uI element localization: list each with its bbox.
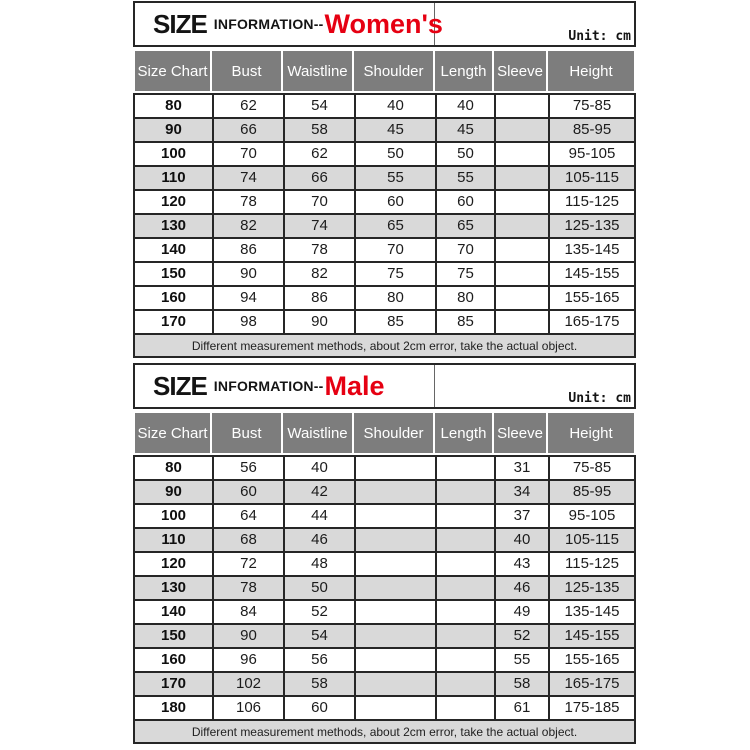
table-row bbox=[135, 551, 634, 575]
unit-label: Unit: cm bbox=[568, 391, 631, 406]
cell-sleeve: 55 bbox=[494, 649, 548, 671]
cell-size-chart: 130 bbox=[160, 217, 187, 234]
cell-waistline: 48 bbox=[283, 553, 354, 575]
table-title-unit-cell bbox=[435, 365, 634, 407]
cell-bust: 96 bbox=[212, 649, 283, 671]
cell-bust: 90 bbox=[212, 625, 283, 647]
cell-waistline: 40 bbox=[283, 457, 354, 479]
cell-bust: 56 bbox=[212, 457, 283, 479]
cell-height: 165-175 bbox=[548, 311, 634, 333]
cell-length: 60 bbox=[435, 191, 494, 213]
cell-sleeve bbox=[494, 143, 548, 165]
cell-bust: 86 bbox=[212, 239, 283, 261]
header-cell-waistline: Waistline bbox=[283, 413, 354, 453]
cell-waistline: 90 bbox=[283, 311, 354, 333]
table-row bbox=[135, 141, 634, 165]
cell-waistline: 58 bbox=[283, 119, 354, 141]
cell-length: 85 bbox=[435, 311, 494, 333]
table-title-info: INFORMATION-- bbox=[213, 16, 324, 32]
cell-shoulder bbox=[354, 481, 435, 503]
table-title-row bbox=[133, 1, 636, 47]
cell-shoulder bbox=[354, 649, 435, 671]
cell-waistline: 86 bbox=[283, 287, 354, 309]
cell-height: 155-165 bbox=[548, 649, 634, 671]
cell-size-chart: 120 bbox=[160, 193, 187, 210]
cell-sleeve bbox=[494, 263, 548, 285]
table-row bbox=[135, 527, 634, 551]
cell-bust: 68 bbox=[212, 529, 283, 551]
header-cell-length: Length bbox=[435, 413, 494, 453]
cell-waistline: 46 bbox=[283, 529, 354, 551]
cell-shoulder bbox=[354, 673, 435, 695]
cell-height: 125-135 bbox=[548, 215, 634, 237]
cell-height: 145-155 bbox=[548, 263, 634, 285]
header-cell-height: Height bbox=[548, 51, 634, 91]
cell-shoulder bbox=[354, 529, 435, 551]
cell-sleeve bbox=[494, 191, 548, 213]
cell-length bbox=[435, 553, 494, 575]
footer-note: Different measurement methods, about 2cm error, take the actual object. bbox=[133, 335, 636, 358]
cell-bust: 94 bbox=[212, 287, 283, 309]
table-title-size: SIZE bbox=[153, 370, 207, 401]
table-row bbox=[135, 623, 634, 647]
table-row bbox=[135, 165, 634, 189]
table-body bbox=[133, 93, 636, 335]
cell-height: 135-145 bbox=[548, 601, 634, 623]
header-cell-sleeve: Sleeve bbox=[494, 51, 548, 91]
header-cell-length: Length bbox=[435, 51, 494, 91]
cell-bust: 72 bbox=[212, 553, 283, 575]
table-header-row bbox=[133, 411, 636, 455]
cell-waistline: 82 bbox=[283, 263, 354, 285]
cell-height: 115-125 bbox=[548, 553, 634, 575]
cell-size-chart: 80 bbox=[165, 459, 182, 476]
cell-sleeve: 58 bbox=[494, 673, 548, 695]
cell-height: 115-125 bbox=[548, 191, 634, 213]
header-cell-shoulder: Shoulder bbox=[354, 51, 435, 91]
cell-waistline: 54 bbox=[283, 95, 354, 117]
cell-bust: 66 bbox=[212, 119, 283, 141]
cell-shoulder: 80 bbox=[354, 287, 435, 309]
table-row bbox=[135, 599, 634, 623]
cell-size-chart: 140 bbox=[160, 241, 187, 258]
cell-size-chart: 170 bbox=[160, 675, 187, 692]
header-cell-size-chart: Size Chart bbox=[135, 51, 212, 91]
cell-height: 75-85 bbox=[548, 457, 634, 479]
cell-height: 105-115 bbox=[548, 167, 634, 189]
cell-bust: 84 bbox=[212, 601, 283, 623]
cell-shoulder: 70 bbox=[354, 239, 435, 261]
cell-sleeve: 61 bbox=[494, 697, 548, 719]
cell-bust: 60 bbox=[212, 481, 283, 503]
cell-bust: 70 bbox=[212, 143, 283, 165]
table-row bbox=[135, 575, 634, 599]
cell-sleeve: 37 bbox=[494, 505, 548, 527]
cell-bust: 90 bbox=[212, 263, 283, 285]
cell-size-chart: 110 bbox=[161, 531, 186, 548]
cell-waistline: 42 bbox=[283, 481, 354, 503]
cell-sleeve: 46 bbox=[494, 577, 548, 599]
cell-size-chart: 160 bbox=[160, 651, 187, 668]
cell-waistline: 78 bbox=[283, 239, 354, 261]
header-cell-size-chart: Size Chart bbox=[135, 413, 212, 453]
cell-shoulder bbox=[354, 553, 435, 575]
cell-size-chart: 130 bbox=[160, 579, 187, 596]
cell-waistline: 58 bbox=[283, 673, 354, 695]
cell-length: 70 bbox=[435, 239, 494, 261]
cell-length: 55 bbox=[435, 167, 494, 189]
cell-size-chart: 160 bbox=[160, 289, 187, 306]
cell-length: 75 bbox=[435, 263, 494, 285]
cell-size-chart: 120 bbox=[160, 555, 187, 572]
table-title-info: INFORMATION-- bbox=[213, 378, 324, 394]
cell-sleeve: 31 bbox=[494, 457, 548, 479]
cell-size-chart: 80 bbox=[165, 97, 182, 114]
cell-waistline: 66 bbox=[283, 167, 354, 189]
cell-length bbox=[435, 529, 494, 551]
table-row bbox=[135, 671, 634, 695]
cell-bust: 102 bbox=[212, 673, 283, 695]
cell-bust: 74 bbox=[212, 167, 283, 189]
unit-label: Unit: cm bbox=[568, 29, 631, 44]
table-title-gender: Women's bbox=[324, 8, 443, 39]
table-row bbox=[135, 309, 634, 333]
cell-waistline: 60 bbox=[283, 697, 354, 719]
table-header-row bbox=[133, 49, 636, 93]
cell-length bbox=[435, 625, 494, 647]
cell-shoulder: 60 bbox=[354, 191, 435, 213]
cell-size-chart: 100 bbox=[160, 145, 187, 162]
header-cell-bust: Bust bbox=[212, 51, 283, 91]
cell-bust: 62 bbox=[212, 95, 283, 117]
cell-length bbox=[435, 577, 494, 599]
cell-length bbox=[435, 505, 494, 527]
table-row bbox=[135, 647, 634, 671]
cell-size-chart: 90 bbox=[165, 483, 182, 500]
cell-size-chart: 140 bbox=[160, 603, 187, 620]
cell-waistline: 56 bbox=[283, 649, 354, 671]
table-row bbox=[135, 95, 634, 117]
cell-size-chart: 180 bbox=[160, 699, 187, 716]
cell-size-chart: 90 bbox=[165, 121, 182, 138]
cell-sleeve bbox=[494, 167, 548, 189]
cell-bust: 98 bbox=[212, 311, 283, 333]
cell-size-chart: 100 bbox=[160, 507, 187, 524]
table-row bbox=[135, 503, 634, 527]
cell-height: 155-165 bbox=[548, 287, 634, 309]
cell-bust: 64 bbox=[212, 505, 283, 527]
cell-waistline: 70 bbox=[283, 191, 354, 213]
header-cell-waistline: Waistline bbox=[283, 51, 354, 91]
cell-shoulder: 50 bbox=[354, 143, 435, 165]
cell-sleeve bbox=[494, 215, 548, 237]
table-row bbox=[135, 285, 634, 309]
cell-length bbox=[435, 481, 494, 503]
cell-height: 135-145 bbox=[548, 239, 634, 261]
table-title-text bbox=[135, 3, 443, 45]
cell-waistline: 44 bbox=[283, 505, 354, 527]
header-cell-shoulder: Shoulder bbox=[354, 413, 435, 453]
cell-shoulder: 55 bbox=[354, 167, 435, 189]
table-title-gender: Male bbox=[324, 370, 385, 401]
cell-waistline: 54 bbox=[283, 625, 354, 647]
size-table-male bbox=[133, 363, 636, 744]
cell-waistline: 62 bbox=[283, 143, 354, 165]
cell-waistline: 74 bbox=[283, 215, 354, 237]
cell-height: 95-105 bbox=[548, 143, 634, 165]
cell-shoulder bbox=[354, 697, 435, 719]
cell-shoulder: 45 bbox=[354, 119, 435, 141]
cell-length bbox=[435, 601, 494, 623]
cell-shoulder: 40 bbox=[354, 95, 435, 117]
cell-size-chart: 150 bbox=[160, 627, 187, 644]
cell-size-chart: 150 bbox=[160, 265, 187, 282]
cell-height: 165-175 bbox=[548, 673, 634, 695]
table-row bbox=[135, 189, 634, 213]
cell-waistline: 52 bbox=[283, 601, 354, 623]
cell-length bbox=[435, 649, 494, 671]
tables-root bbox=[133, 1, 750, 744]
cell-size-chart: 110 bbox=[161, 169, 186, 186]
table-row bbox=[135, 695, 634, 719]
header-cell-height: Height bbox=[548, 413, 634, 453]
cell-sleeve: 49 bbox=[494, 601, 548, 623]
cell-shoulder: 85 bbox=[354, 311, 435, 333]
cell-length bbox=[435, 673, 494, 695]
cell-waistline: 50 bbox=[283, 577, 354, 599]
cell-shoulder bbox=[354, 457, 435, 479]
cell-height: 175-185 bbox=[548, 697, 634, 719]
cell-length: 50 bbox=[435, 143, 494, 165]
cell-height: 75-85 bbox=[548, 95, 634, 117]
cell-sleeve: 52 bbox=[494, 625, 548, 647]
table-body bbox=[133, 455, 636, 721]
cell-height: 85-95 bbox=[548, 119, 634, 141]
table-row bbox=[135, 213, 634, 237]
cell-shoulder bbox=[354, 505, 435, 527]
cell-bust: 78 bbox=[212, 577, 283, 599]
size-table-women-s bbox=[133, 1, 636, 358]
cell-sleeve bbox=[494, 287, 548, 309]
cell-sleeve: 43 bbox=[494, 553, 548, 575]
cell-sleeve bbox=[494, 311, 548, 333]
cell-sleeve bbox=[494, 119, 548, 141]
cell-height: 85-95 bbox=[548, 481, 634, 503]
cell-bust: 106 bbox=[212, 697, 283, 719]
cell-height: 125-135 bbox=[548, 577, 634, 599]
cell-size-chart: 170 bbox=[160, 313, 187, 330]
cell-length: 65 bbox=[435, 215, 494, 237]
table-title-text bbox=[135, 365, 435, 407]
cell-length: 80 bbox=[435, 287, 494, 309]
cell-shoulder bbox=[354, 625, 435, 647]
header-cell-sleeve: Sleeve bbox=[494, 413, 548, 453]
cell-length: 45 bbox=[435, 119, 494, 141]
cell-height: 105-115 bbox=[548, 529, 634, 551]
table-title-size: SIZE bbox=[153, 8, 207, 39]
cell-bust: 78 bbox=[212, 191, 283, 213]
cell-shoulder bbox=[354, 601, 435, 623]
cell-bust: 82 bbox=[212, 215, 283, 237]
table-row bbox=[135, 117, 634, 141]
cell-height: 95-105 bbox=[548, 505, 634, 527]
table-title-unit-cell bbox=[435, 3, 634, 45]
cell-sleeve: 40 bbox=[494, 529, 548, 551]
footer-note: Different measurement methods, about 2cm error, take the actual object. bbox=[133, 721, 636, 744]
table-row bbox=[135, 237, 634, 261]
cell-shoulder: 75 bbox=[354, 263, 435, 285]
cell-sleeve: 34 bbox=[494, 481, 548, 503]
cell-sleeve bbox=[494, 95, 548, 117]
cell-length bbox=[435, 697, 494, 719]
header-cell-bust: Bust bbox=[212, 413, 283, 453]
cell-shoulder bbox=[354, 577, 435, 599]
table-row bbox=[135, 261, 634, 285]
table-row bbox=[135, 479, 634, 503]
table-title-row bbox=[133, 363, 636, 409]
cell-sleeve bbox=[494, 239, 548, 261]
cell-length bbox=[435, 457, 494, 479]
cell-height: 145-155 bbox=[548, 625, 634, 647]
cell-shoulder: 65 bbox=[354, 215, 435, 237]
table-row bbox=[135, 457, 634, 479]
cell-length: 40 bbox=[435, 95, 494, 117]
